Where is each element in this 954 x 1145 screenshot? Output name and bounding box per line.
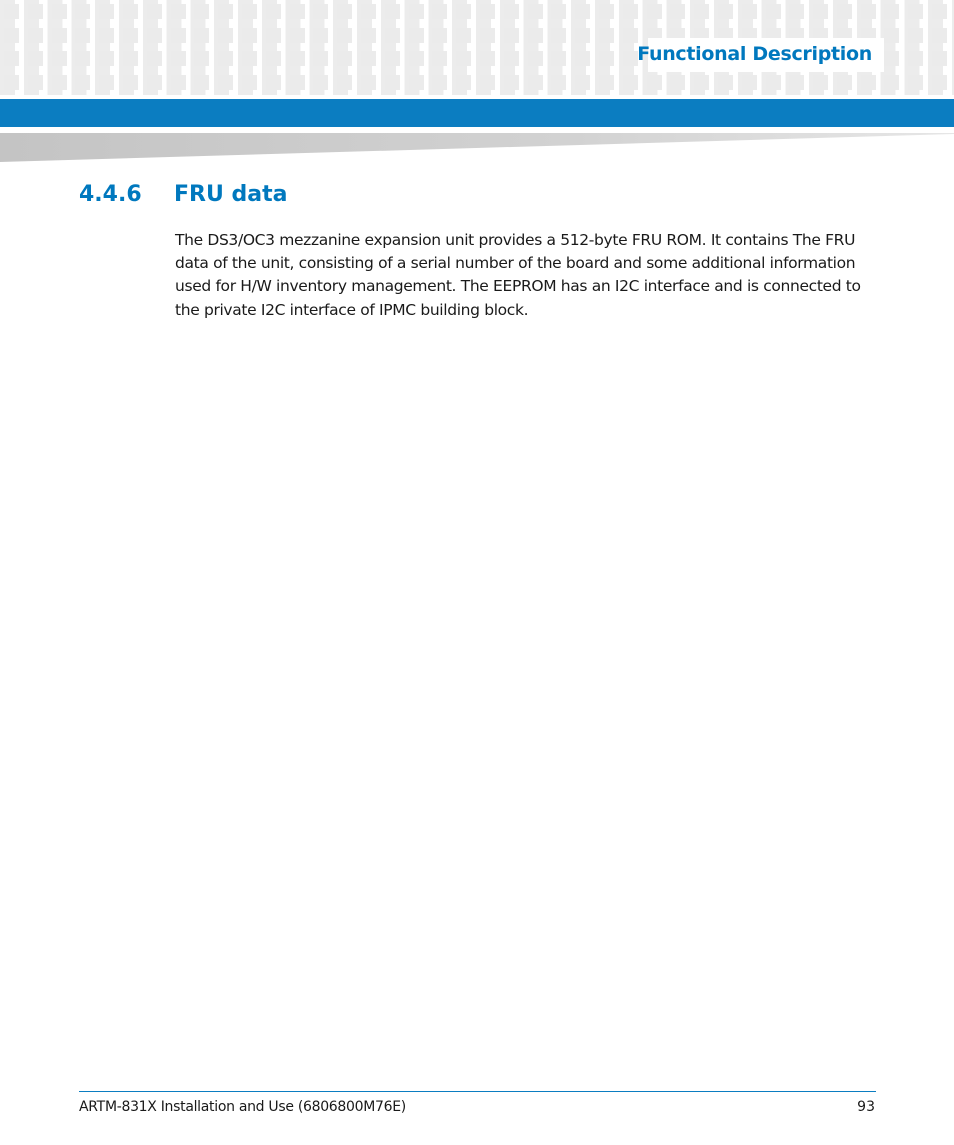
header-dot — [623, 4, 638, 19]
header-dot — [551, 4, 566, 19]
header-dot — [575, 28, 590, 43]
header-dot — [932, 75, 947, 90]
section-heading — [79, 182, 287, 207]
header-dot — [575, 75, 590, 90]
header-dot — [52, 51, 67, 66]
header-dot — [123, 51, 138, 66]
header-dot — [313, 51, 328, 66]
header-grey-wedge — [0, 133, 954, 163]
header-dot — [52, 28, 67, 43]
header-dot — [409, 28, 424, 43]
header-dot — [218, 28, 233, 43]
header-dot — [456, 4, 471, 19]
header-dot — [123, 28, 138, 43]
header-dot — [361, 28, 376, 43]
header-dot — [313, 4, 328, 19]
header-dot — [361, 75, 376, 90]
header-dot — [28, 75, 43, 90]
header-dot — [908, 28, 923, 43]
header-dot — [432, 75, 447, 90]
header-dot — [504, 4, 519, 19]
header-dot — [528, 28, 543, 43]
header-dot — [313, 28, 328, 43]
header-dot — [171, 28, 186, 43]
header-dot — [504, 28, 519, 43]
header-dot — [385, 51, 400, 66]
header-dot — [766, 75, 781, 90]
header-dot — [932, 4, 947, 19]
header-dot — [99, 75, 114, 90]
header-dot — [99, 51, 114, 66]
header-dot — [242, 4, 257, 19]
header-dot — [837, 4, 852, 19]
header-dot — [147, 51, 162, 66]
header-dot — [147, 28, 162, 43]
header-dot — [932, 28, 947, 43]
header-dot — [813, 75, 828, 90]
header-dot — [861, 4, 876, 19]
header-dot — [4, 4, 19, 19]
header-dot — [694, 4, 709, 19]
header-dot — [337, 4, 352, 19]
header-dot — [599, 75, 614, 90]
header-dot — [861, 75, 876, 90]
header-dot — [837, 75, 852, 90]
header-dot — [218, 75, 233, 90]
header-dot — [480, 28, 495, 43]
header-dot — [385, 28, 400, 43]
header-dot — [575, 4, 590, 19]
header-dot — [599, 4, 614, 19]
header-dot — [742, 75, 757, 90]
header-dot — [337, 75, 352, 90]
header-dot — [171, 75, 186, 90]
header-dot — [194, 75, 209, 90]
header-dot — [99, 4, 114, 19]
header-dot — [313, 75, 328, 90]
header-dot — [4, 28, 19, 43]
header-dot — [242, 51, 257, 66]
header-dot — [290, 4, 305, 19]
header-dot — [218, 51, 233, 66]
header-dot — [647, 4, 662, 19]
header-dot — [623, 75, 638, 90]
header-dot — [742, 4, 757, 19]
header-dot — [266, 4, 281, 19]
header-dot — [4, 51, 19, 66]
section-number: 4.4.6 — [79, 182, 142, 207]
footer-rule — [79, 1091, 876, 1092]
header-dot — [28, 4, 43, 19]
header-dot — [551, 75, 566, 90]
header-dot — [718, 75, 733, 90]
header-dot — [123, 75, 138, 90]
header-dot — [884, 75, 899, 90]
header-dot — [480, 4, 495, 19]
header-dot — [884, 4, 899, 19]
header-dot — [599, 51, 614, 66]
header-dot — [75, 51, 90, 66]
header-dot — [575, 51, 590, 66]
header-blue-bar — [0, 99, 954, 127]
header-dot — [694, 75, 709, 90]
header-dot — [52, 75, 67, 90]
header-dot — [171, 51, 186, 66]
header-dot — [123, 4, 138, 19]
header-dot — [52, 4, 67, 19]
header-dot — [290, 51, 305, 66]
header-dot — [409, 4, 424, 19]
header-dot — [504, 51, 519, 66]
header-dot — [528, 75, 543, 90]
header-dot — [432, 28, 447, 43]
header-dot — [75, 75, 90, 90]
header-dot — [670, 4, 685, 19]
header-dot — [28, 51, 43, 66]
header-dot — [480, 51, 495, 66]
header-dot — [528, 51, 543, 66]
header-dot — [194, 4, 209, 19]
body-paragraph: The DS3/OC3 mezzanine expansion unit provides a 512-byte FRU ROM. It contains The FRU data of the unit, consisting of a serial number of the board and some additional information used for H/W inventory management. The EEPROM has an I2C interface and is connected to the private I2C interface of IPMC building block. — [175, 231, 861, 319]
header-dot — [99, 28, 114, 43]
header-dot — [599, 28, 614, 43]
header-dot — [194, 28, 209, 43]
header-dot — [147, 75, 162, 90]
header-dot — [623, 28, 638, 43]
header-dot — [551, 28, 566, 43]
footer-document-title: ARTM-831X Installation and Use (6806800M76E) — [79, 1099, 406, 1115]
header-dot — [456, 75, 471, 90]
header-dot — [480, 75, 495, 90]
header-dot — [908, 51, 923, 66]
header-dot — [432, 4, 447, 19]
header-dot — [385, 4, 400, 19]
header-dot — [290, 75, 305, 90]
header-dot — [28, 28, 43, 43]
header-dot — [789, 75, 804, 90]
header-dot — [884, 51, 899, 66]
header-dot — [884, 28, 899, 43]
header-dot — [4, 75, 19, 90]
header-dot — [432, 51, 447, 66]
header-dot — [623, 51, 638, 66]
header-dot — [409, 51, 424, 66]
header-dot — [290, 28, 305, 43]
header-dot — [789, 4, 804, 19]
header-dot — [194, 51, 209, 66]
header-dot — [528, 4, 543, 19]
header-dot — [147, 4, 162, 19]
header-dot — [409, 75, 424, 90]
header-dot — [813, 4, 828, 19]
header-dot — [75, 4, 90, 19]
header-dot — [718, 4, 733, 19]
header-dot — [171, 4, 186, 19]
header-dot — [551, 51, 566, 66]
header-dot — [908, 75, 923, 90]
header-dot — [456, 28, 471, 43]
header-dot — [456, 51, 471, 66]
header-dot — [361, 4, 376, 19]
header-dot — [337, 51, 352, 66]
header-dot — [218, 4, 233, 19]
chapter-title: Functional Description — [637, 43, 872, 65]
header-dot — [242, 75, 257, 90]
header-dot — [670, 75, 685, 90]
header-dot — [932, 51, 947, 66]
header-dot — [266, 51, 281, 66]
header-dot — [766, 4, 781, 19]
header-dot — [75, 28, 90, 43]
header-dot — [647, 75, 662, 90]
header-dot — [908, 4, 923, 19]
header-dot — [337, 28, 352, 43]
section-title: FRU data — [174, 182, 288, 207]
header-dot — [385, 75, 400, 90]
header-dot — [266, 75, 281, 90]
header-dot — [242, 28, 257, 43]
footer-page-number: 93 — [857, 1099, 875, 1115]
header-dot — [361, 51, 376, 66]
header-dot — [504, 75, 519, 90]
header-dot — [266, 28, 281, 43]
